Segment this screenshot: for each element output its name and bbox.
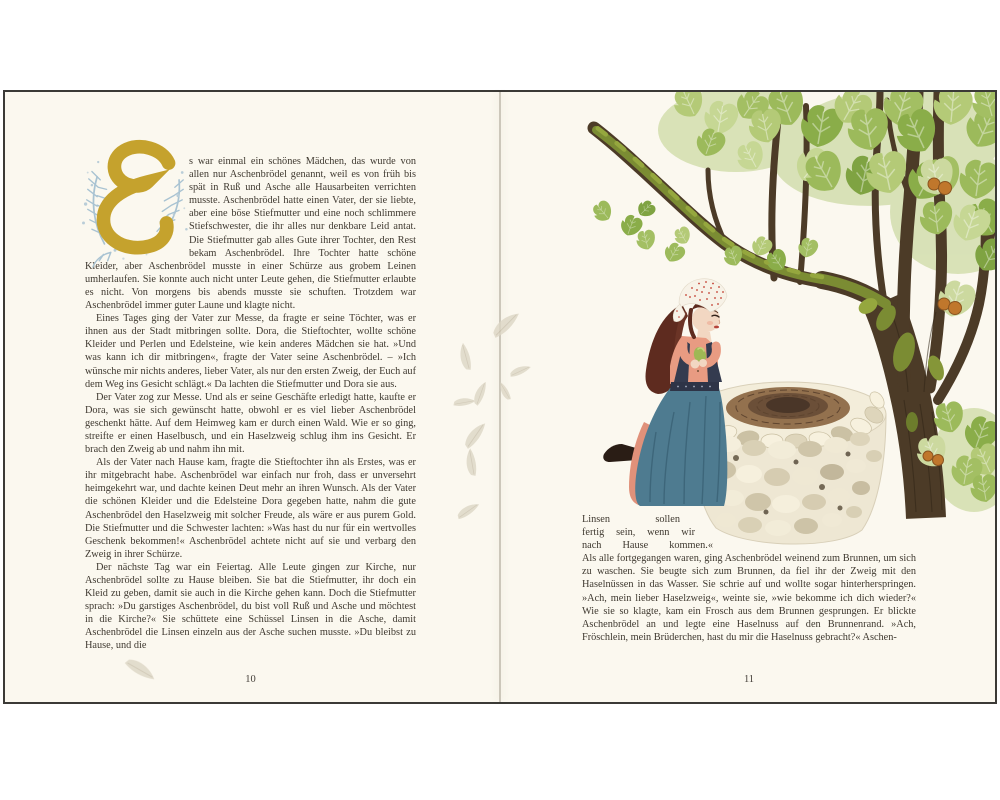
opening-paragraph — [85, 155, 416, 312]
left-text-column — [85, 155, 416, 653]
paragraph: Der Vater zog zur Messe. Und als er seine Geschäfte erledigt hatte, kaufte er Dora, was sie sich gewünscht hatte, obwohl er es viel lieber Aschenbrödel geschenkt hätte. Auf dem Heimweg kam er durch einen Wald. Wie er so ging, streifte er einen Haselbusch, und ein Haselzweig schlug ihm ins Gesicht. Er brach den Zweig ab und nahm ihn mit. — [85, 391, 416, 456]
hand — [691, 360, 700, 369]
page-number-left: 10 — [245, 674, 256, 685]
opening-text: s war einmal ein schönes Mädchen, das wurde von allen nur Aschenbrödel genannt, weil es von früh bis spät in Ruß und Asche alle Hausarbeiten verrichten musste. Aschenbrödel hatte einen Vater, der sie liebte, aber eine böse Stiefmutter und eine noch schlimmere Stiefschwester, die ihr alles nur denkbare Leid antat. Die Stiefmutter gab alles Gute ihrer Tochter, den Rest bekam Aschenbrödel. Ihre Tochter hatte schöne Kleider, aber Aschenbrödel musste in einer Schürze aus grobem Leinen umherlaufen. Sie konnte auch nicht unter Leute gehen, die Stiefmutter erlaubte es nicht. Von morgens bis abends musste sie schuften. Trotzdem war Aschenbrödel immer guter Laune und klagte nicht. — [85, 156, 416, 312]
initial-e-glyph — [103, 147, 168, 248]
blush — [707, 321, 713, 325]
paragraph: Eines Tages ging der Vater zur Messe, da fragte er seine Töchter, was er ihnen aus der Stadt mitbringen sollte. Dora, die Stieftochter, wollte schöne Kleider und Perlen und Edelsteine, wie kein anderes Mädchen sie hat. »Und was kann ich dir mitbringen«, fragte der Vater seine Aschenbrödel. – »Ich wünsche mir nichts anderes, lieber Vater, als nur den ersten Zweig, der Euch auf dem Weg ins Gesicht schlägt.« Da lachten die Stiefmutter und Dora sie aus. — [85, 313, 416, 390]
drop-cap-art — [73, 141, 199, 265]
page-left — [5, 92, 499, 702]
aschenbroedel-figure — [603, 279, 727, 506]
wrap-line: nach Hause kommen.« — [582, 540, 713, 552]
continuation-paragraph: Als alle fortgegangen waren, ging Aschenbrödel weinend zum Brunnen, um sich zu waschen. Sie beugte sich zum Brunnen, da fiel ihr der Zweig mit den Haselnüssen in das Wasser. Sie schrie auf und wollte sogar hinterherspringen. »Ach, mein lieber Haselzweig«, weinte sie, »wie bekomme ich dich wieder?« Wie sie so klagte, kam ein Frosch aus dem Brunnen gesprungen. Er blickte Aschenbrödel an und legte eine Haselnuss auf den Brunnenrand. »Ach, Fröschlein, mein Brüderchen, hast du mir die Haselnuss gebracht?« Aschen- — [582, 553, 916, 643]
book-spread — [3, 90, 997, 704]
lips — [714, 326, 719, 329]
story-illustration — [586, 92, 995, 564]
paragraph: Als der Vater nach Hause kam, fragte die Stieftochter ihn als Erstes, was er ihr mitgebracht habe. Aschenbrödel war einfach nur froh, dass er unversehrt heimgekehrt war, und dachte keinen Deut mehr an ihren Wunsch. Als der Vater die schönen Kleider und die Edelsteine Dora gegeben hatte, nahm die gute Aschenbrödel den Haselzweig mit solcher Freude, als wäre er aus purem Gold. Die Stiefmutter und die Schwester lachten: »Was hast du nur für ein wertvolles Geschenk bekommen!« Aschenbrödel achtete nicht auf sie und verbarg den Zweig in ihrer Schürze. — [85, 457, 416, 560]
hand — [699, 359, 707, 367]
page-right — [501, 92, 995, 702]
skirt — [635, 388, 727, 506]
page-number-right: 11 — [743, 674, 755, 685]
wrap-line: fertig sein, wenn wir — [582, 527, 695, 539]
well-shaft — [766, 397, 810, 413]
paragraph: Der nächste Tag war ein Feiertag. Alle Leute gingen zur Kirche, nur Aschenbrödel sollte zu Hause bleiben. Sie bat die Stiefmutter, ihr doch ein Kleid zu geben, damit sie auch in die Kirche gehen kann. Doch die Stiefmutter sprach: »Du garstiges Aschenbrödel, du bist voll Ruß und Asche und möchtest in die Kirche?« Sie schüttete eine Schüssel Linsen in die Asche, damit Aschenbrödel die Linsen einzeln aus der Asche suchen musste. »Du bleibst zu Hause, und die — [85, 561, 416, 652]
wrap-line: Linsen sollen — [582, 514, 680, 525]
right-text-column — [582, 513, 916, 644]
drop-cap — [85, 155, 181, 247]
